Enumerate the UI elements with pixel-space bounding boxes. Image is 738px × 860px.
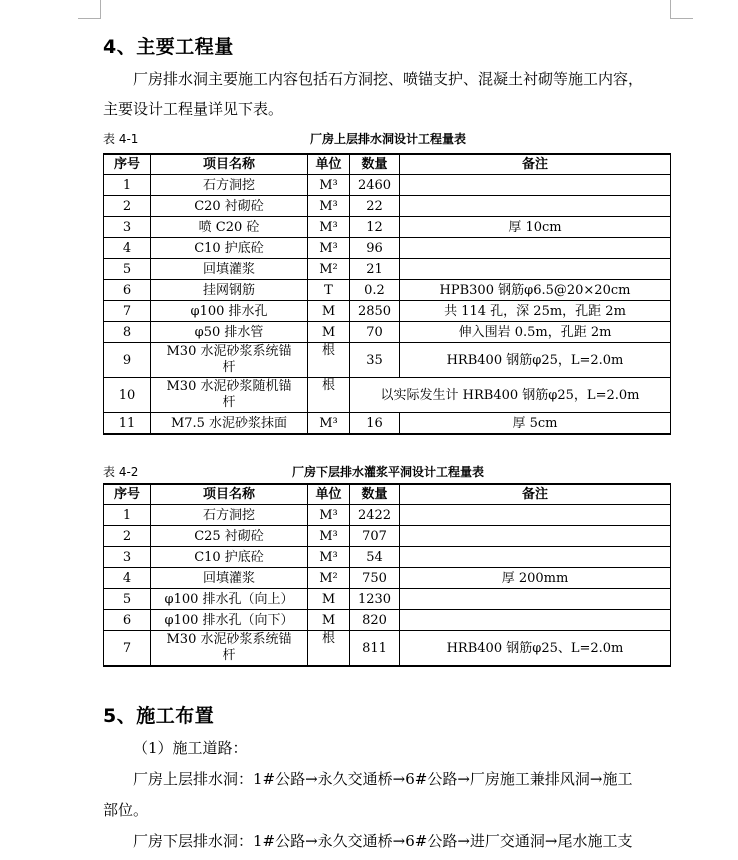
table-row bbox=[104, 631, 671, 667]
cell-no: 6 bbox=[104, 610, 151, 631]
table-row bbox=[104, 217, 671, 238]
cell-note bbox=[400, 526, 671, 547]
cell-name: C20 衬砌砼 bbox=[151, 196, 308, 217]
cell-name: M7.5 水泥砂浆抹面 bbox=[151, 413, 308, 435]
table-2 bbox=[103, 483, 671, 667]
table-1-title: 厂房上层排水洞设计工程量表 bbox=[309, 132, 466, 146]
table-header-row bbox=[104, 484, 671, 505]
cell-name: φ50 排水管 bbox=[151, 322, 308, 343]
table-row bbox=[104, 413, 671, 435]
page-corner-mark-right bbox=[670, 0, 693, 19]
cell-qty: 21 bbox=[350, 259, 400, 280]
cell-note: 共 114 孔，深 25m，孔距 2m bbox=[400, 301, 671, 322]
cell-unit: M³ bbox=[308, 547, 350, 568]
cell-qty: 96 bbox=[350, 238, 400, 259]
cell-unit: M bbox=[308, 610, 350, 631]
cell-name bbox=[151, 378, 308, 413]
table-row bbox=[104, 322, 671, 343]
cell-name: φ100 排水孔（向下） bbox=[151, 610, 308, 631]
cell-unit: M³ bbox=[308, 196, 350, 217]
cell-name: C10 护底砼 bbox=[151, 238, 308, 259]
header-unit: 单位 bbox=[308, 154, 350, 175]
cell-unit: M³ bbox=[308, 526, 350, 547]
cell-name: 喷 C20 砼 bbox=[151, 217, 308, 238]
cell-qty: 0.2 bbox=[350, 280, 400, 301]
cell-unit: T bbox=[308, 280, 350, 301]
cell-note bbox=[400, 505, 671, 526]
cell-name bbox=[151, 631, 308, 667]
table-row bbox=[104, 343, 671, 378]
header-no: 序号 bbox=[104, 154, 151, 175]
cell-note: HRB400 钢筋φ25、L=2.0m bbox=[400, 631, 671, 667]
table-row bbox=[104, 589, 671, 610]
table-row bbox=[104, 301, 671, 322]
header-qty: 数量 bbox=[350, 484, 400, 505]
section-4-intro-line-2: 主要设计工程量详见下表。 bbox=[103, 100, 284, 118]
cell-unit: M bbox=[308, 301, 350, 322]
cell-no: 11 bbox=[104, 413, 151, 435]
cell-no: 2 bbox=[104, 526, 151, 547]
cell-unit: M³ bbox=[308, 175, 350, 196]
cell-note: HPB300 钢筋φ6.5@20×20cm bbox=[400, 280, 671, 301]
cell-qty: 54 bbox=[350, 547, 400, 568]
table-row bbox=[104, 175, 671, 196]
cell-note bbox=[400, 547, 671, 568]
cell-name: C25 衬砌砼 bbox=[151, 526, 308, 547]
cell-name-line-1: M30 水泥砂浆系统锚 bbox=[166, 632, 292, 647]
cell-qty: 2460 bbox=[350, 175, 400, 196]
table-2-title: 厂房下层排水灌浆平洞设计工程量表 bbox=[291, 465, 484, 479]
table-header-row bbox=[104, 154, 671, 175]
cell-no: 6 bbox=[104, 280, 151, 301]
cell-qty: 820 bbox=[350, 610, 400, 631]
cell-name: φ100 排水孔（向上） bbox=[151, 589, 308, 610]
lower-drain-route-line-1: 厂房下层排水洞：1#公路→永久交通桥→6#公路→进厂交通洞→尾水施工支 bbox=[133, 832, 633, 850]
cell-name: 石方洞挖 bbox=[151, 175, 308, 196]
cell-note bbox=[400, 196, 671, 217]
cell-no: 5 bbox=[104, 259, 151, 280]
cell-unit: M³ bbox=[308, 413, 350, 435]
table-row bbox=[104, 259, 671, 280]
header-note: 备注 bbox=[400, 154, 671, 175]
cell-name bbox=[151, 343, 308, 378]
cell-note bbox=[400, 238, 671, 259]
cell-qty: 35 bbox=[350, 343, 400, 378]
cell-unit: M bbox=[308, 589, 350, 610]
cell-name-line-2: 杆 bbox=[222, 360, 236, 375]
cell-unit: M³ bbox=[308, 238, 350, 259]
table-1-number: 表 4-1 bbox=[103, 132, 139, 146]
cell-qty: 22 bbox=[350, 196, 400, 217]
cell-qty: 2422 bbox=[350, 505, 400, 526]
page-corner-mark-left bbox=[78, 0, 101, 19]
table-row bbox=[104, 505, 671, 526]
cell-name: C10 护底砼 bbox=[151, 547, 308, 568]
cell-no: 4 bbox=[104, 568, 151, 589]
table-row bbox=[104, 568, 671, 589]
cell-unit: 根 bbox=[308, 343, 350, 378]
cell-note-merged: 以实际发生计 HRB400 钢筋φ25，L=2.0m bbox=[350, 378, 671, 413]
cell-no: 3 bbox=[104, 217, 151, 238]
cell-note bbox=[400, 175, 671, 196]
cell-unit: 根 bbox=[308, 631, 350, 667]
section-4-heading: 4、主要工程量 bbox=[103, 36, 234, 58]
cell-no: 5 bbox=[104, 589, 151, 610]
cell-no: 2 bbox=[104, 196, 151, 217]
table-row bbox=[104, 238, 671, 259]
cell-unit: M bbox=[308, 322, 350, 343]
cell-note: 厚 5cm bbox=[400, 413, 671, 435]
cell-qty: 750 bbox=[350, 568, 400, 589]
cell-unit: 根 bbox=[308, 378, 350, 413]
section-4-intro-line-1: 厂房排水洞主要施工内容包括石方洞挖、喷锚支护、混凝土衬砌等施工内容， bbox=[133, 70, 644, 88]
cell-note bbox=[400, 589, 671, 610]
cell-qty: 811 bbox=[350, 631, 400, 667]
cell-no: 7 bbox=[104, 301, 151, 322]
header-name: 项目名称 bbox=[151, 484, 308, 505]
cell-qty: 12 bbox=[350, 217, 400, 238]
cell-qty: 70 bbox=[350, 322, 400, 343]
cell-name-line-2: 杆 bbox=[222, 648, 236, 663]
section-5-item-1: （1）施工道路： bbox=[133, 739, 248, 757]
cell-no: 7 bbox=[104, 631, 151, 667]
upper-drain-route-line-2: 部位。 bbox=[103, 801, 149, 819]
table-row bbox=[104, 610, 671, 631]
cell-note bbox=[400, 610, 671, 631]
cell-name-line-2: 杆 bbox=[222, 395, 236, 410]
cell-name: 挂网钢筋 bbox=[151, 280, 308, 301]
cell-name: 石方洞挖 bbox=[151, 505, 308, 526]
cell-unit: M² bbox=[308, 568, 350, 589]
cell-note: 厚 200mm bbox=[400, 568, 671, 589]
cell-note: HRB400 钢筋φ25，L=2.0m bbox=[400, 343, 671, 378]
cell-note bbox=[400, 259, 671, 280]
table-row bbox=[104, 280, 671, 301]
cell-name-line-1: M30 水泥砂浆随机锚 bbox=[166, 379, 292, 394]
cell-unit: M² bbox=[308, 259, 350, 280]
cell-unit: M³ bbox=[308, 505, 350, 526]
cell-name: φ100 排水孔 bbox=[151, 301, 308, 322]
cell-note: 厚 10cm bbox=[400, 217, 671, 238]
cell-no: 1 bbox=[104, 175, 151, 196]
table-row bbox=[104, 526, 671, 547]
table-row bbox=[104, 378, 671, 413]
header-name: 项目名称 bbox=[151, 154, 308, 175]
cell-name: 回填灌浆 bbox=[151, 568, 308, 589]
section-5-heading: 5、施工布置 bbox=[103, 705, 215, 727]
table-2-number: 表 4-2 bbox=[103, 465, 139, 479]
table-row bbox=[104, 196, 671, 217]
table-row bbox=[104, 547, 671, 568]
cell-name: 回填灌浆 bbox=[151, 259, 308, 280]
cell-no: 4 bbox=[104, 238, 151, 259]
header-no: 序号 bbox=[104, 484, 151, 505]
cell-name-line-1: M30 水泥砂浆系统锚 bbox=[166, 344, 292, 359]
upper-drain-route-line-1: 厂房上层排水洞：1#公路→永久交通桥→6#公路→厂房施工兼排风洞→施工 bbox=[133, 770, 633, 788]
header-qty: 数量 bbox=[350, 154, 400, 175]
cell-no: 1 bbox=[104, 505, 151, 526]
cell-qty: 1230 bbox=[350, 589, 400, 610]
cell-qty: 2850 bbox=[350, 301, 400, 322]
header-unit: 单位 bbox=[308, 484, 350, 505]
cell-no: 8 bbox=[104, 322, 151, 343]
cell-no: 9 bbox=[104, 343, 151, 378]
cell-qty: 707 bbox=[350, 526, 400, 547]
cell-note: 伸入围岩 0.5m，孔距 2m bbox=[400, 322, 671, 343]
cell-unit: M³ bbox=[308, 217, 350, 238]
cell-no: 3 bbox=[104, 547, 151, 568]
cell-no: 10 bbox=[104, 378, 151, 413]
header-note: 备注 bbox=[400, 484, 671, 505]
cell-qty: 16 bbox=[350, 413, 400, 435]
table-1 bbox=[103, 153, 671, 435]
